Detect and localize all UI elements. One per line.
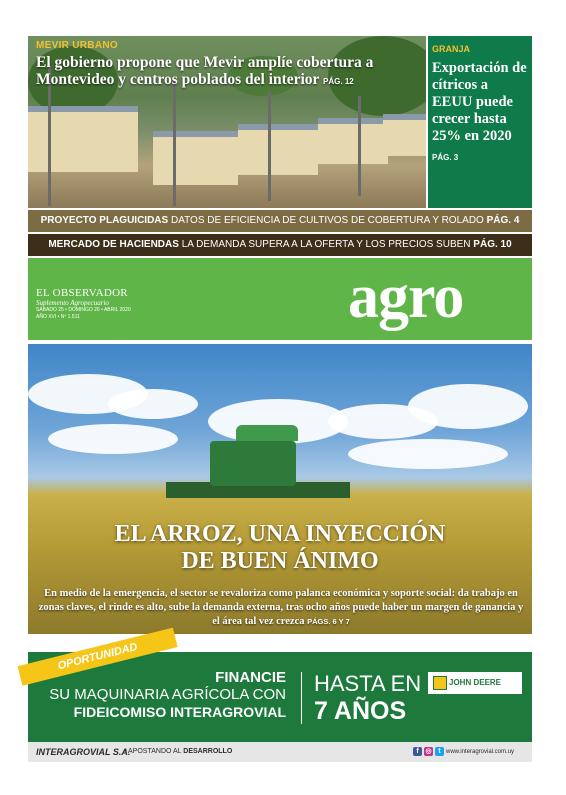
- harvester-cab: [236, 425, 298, 441]
- footer-tagline: [124, 742, 232, 762]
- top-story-page-ref: PÁG. 12: [323, 77, 354, 86]
- main-headline-line1: EL ARROZ, UNA INYECCIÓN: [114, 521, 446, 547]
- strip-page-ref: PÁG. 10: [473, 239, 512, 250]
- ad-offer-line-1: HASTA EN: [314, 671, 422, 696]
- side-story-page-ref: PÁG. 3: [432, 153, 459, 162]
- top-story-headline[interactable]: [36, 54, 416, 88]
- top-story-kicker: MEVIR URBANO: [36, 40, 118, 51]
- main-story-headline[interactable]: [28, 521, 532, 575]
- main-story-page-ref: PÁGS. 6 Y 7: [307, 617, 350, 626]
- issue-number: AÑO XVI • Nº 1.511: [36, 314, 80, 320]
- instagram-icon[interactable]: ◎: [425, 748, 432, 755]
- agro-logo: agro: [348, 263, 464, 331]
- strip-topic: MERCADO DE HACIENDAS: [48, 239, 179, 250]
- strip-page-ref: PÁG. 4: [486, 215, 520, 226]
- ad-line-1: FINANCIE: [215, 669, 286, 686]
- ad-line-2: SU MAQUINARIA AGRÍCOLA CON: [49, 686, 286, 703]
- footer-tagline-bold: DESARROLLO: [183, 748, 233, 755]
- main-story-deck: [36, 587, 526, 629]
- main-headline-line2: DE BUEN ÁNIMO: [181, 548, 379, 574]
- strip-topic: PROYECTO PLAGUICIDAS: [40, 215, 169, 226]
- footer-url[interactable]: www.interagrovial.com.uy: [446, 749, 515, 755]
- teaser-strip-plaguicidas[interactable]: [28, 210, 532, 232]
- facebook-icon[interactable]: f: [413, 747, 422, 756]
- side-story-headline: Exportación de cítricos a EEUU puede crecer hasta 25% en 2020: [432, 60, 527, 144]
- top-story-headline-text: El gobierno propone que Mevir amplíe cobertura a Montevideo y centros poblados del interior: [36, 54, 374, 88]
- footer-company: INTERAGROVIAL S.A.: [36, 747, 131, 757]
- teaser-strip-haciendas[interactable]: [28, 234, 532, 256]
- publisher-name: EL OBSERVADOR: [36, 287, 128, 299]
- edition-date: SÁBADO 25 • DOMINGO 26 • ABRIL 2020: [36, 307, 131, 313]
- strip-text: LA DEMANDA SUPERA A LA OFERTA Y LOS PRECIOS SUBEN: [181, 239, 471, 250]
- deer-logo-icon: [433, 676, 447, 690]
- harvester-body: [210, 441, 296, 486]
- twitter-icon[interactable]: t: [435, 747, 444, 756]
- ad-line-3: FIDEICOMISO INTERAGROVIAL: [73, 704, 286, 720]
- john-deere-label: JOHN DEERE: [449, 678, 502, 687]
- footer-tagline-prefix: • APOSTANDO AL: [124, 748, 182, 755]
- strip-text: DATOS DE EFICIENCIA DE CULTIVOS DE COBERTURA Y ROLADO: [170, 215, 484, 226]
- ad-offer-line-2: 7 AÑOS: [314, 697, 407, 725]
- side-story-kicker: GRANJA: [432, 44, 471, 54]
- ad-divider: [301, 672, 302, 724]
- ad-ribbon: OPORTUNIDAD: [18, 628, 178, 686]
- main-deck-text: En medio de la emergencia, el sector se revaloriza como palanca económica y soporte social: da trabajo en zonas claves, el rinde es alto, sube la demanda externa, tras ocho años puede haber un margen de ganancia y el área tal vez crezca: [38, 588, 524, 627]
- supplement-name: Suplemento Agropecuario: [36, 299, 109, 307]
